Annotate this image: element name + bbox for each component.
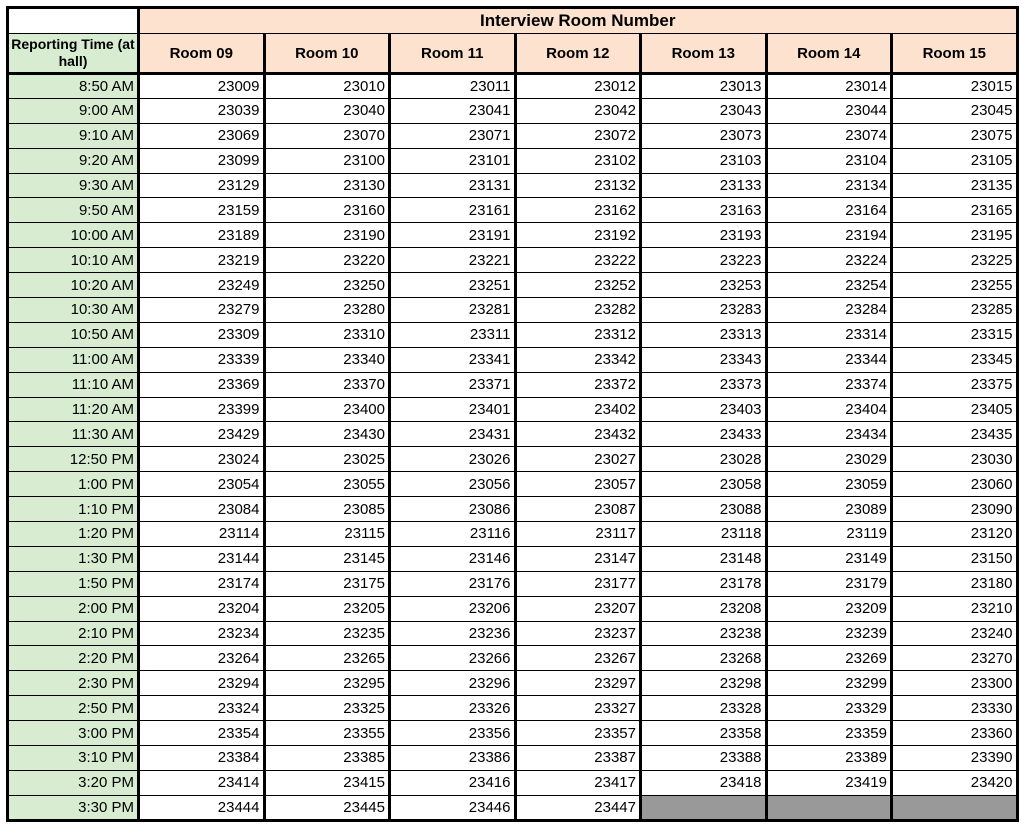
candidate-number-cell: 23055 — [264, 472, 390, 497]
candidate-number-cell: 23054 — [139, 472, 265, 497]
candidate-number-cell: 23219 — [139, 248, 265, 273]
candidate-number-cell: 23430 — [264, 422, 390, 447]
candidate-number-cell: 23385 — [264, 746, 390, 771]
room-header: Room 10 — [264, 34, 390, 74]
empty-cell — [641, 795, 767, 820]
reporting-time-cell: 2:00 PM — [8, 596, 139, 621]
candidate-number-cell: 23103 — [641, 148, 767, 173]
candidate-number-cell: 23129 — [139, 173, 265, 198]
candidate-number-cell: 23300 — [892, 671, 1018, 696]
candidate-number-cell: 23069 — [139, 123, 265, 148]
candidate-number-cell: 23087 — [515, 497, 641, 522]
candidate-number-cell: 23118 — [641, 522, 767, 547]
candidate-number-cell: 23101 — [390, 148, 516, 173]
candidate-number-cell: 23164 — [766, 198, 892, 223]
reporting-time-cell: 3:20 PM — [8, 770, 139, 795]
candidate-number-cell: 23235 — [264, 621, 390, 646]
candidate-number-cell: 23130 — [264, 173, 390, 198]
candidate-number-cell: 23088 — [641, 497, 767, 522]
candidate-number-cell: 23268 — [641, 646, 767, 671]
candidate-number-cell: 23132 — [515, 173, 641, 198]
table-row — [8, 621, 1018, 646]
table-row — [8, 173, 1018, 198]
candidate-number-cell: 23403 — [641, 397, 767, 422]
candidate-number-cell: 23341 — [390, 347, 516, 372]
table-row — [8, 696, 1018, 721]
candidate-number-cell: 23194 — [766, 223, 892, 248]
candidate-number-cell: 23074 — [766, 123, 892, 148]
candidate-number-cell: 23372 — [515, 372, 641, 397]
candidate-number-cell: 23434 — [766, 422, 892, 447]
candidate-number-cell: 23041 — [390, 98, 516, 123]
candidate-number-cell: 23222 — [515, 248, 641, 273]
candidate-number-cell: 23039 — [139, 98, 265, 123]
reporting-time-cell: 9:10 AM — [8, 123, 139, 148]
corner-cell — [8, 8, 139, 34]
schedule-wrapper — [6, 6, 1019, 822]
candidate-number-cell: 23090 — [892, 497, 1018, 522]
candidate-number-cell: 23344 — [766, 347, 892, 372]
reporting-time-cell: 10:30 AM — [8, 298, 139, 323]
candidate-number-cell: 23060 — [892, 472, 1018, 497]
candidate-number-cell: 23270 — [892, 646, 1018, 671]
candidate-number-cell: 23357 — [515, 721, 641, 746]
candidate-number-cell: 23294 — [139, 671, 265, 696]
candidate-number-cell: 23209 — [766, 596, 892, 621]
table-row — [8, 571, 1018, 596]
candidate-number-cell: 23207 — [515, 596, 641, 621]
reporting-time-cell: 1:20 PM — [8, 522, 139, 547]
candidate-number-cell: 23384 — [139, 746, 265, 771]
candidate-number-cell: 23058 — [641, 472, 767, 497]
candidate-number-cell: 23147 — [515, 546, 641, 571]
candidate-number-cell: 23283 — [641, 298, 767, 323]
table-row — [8, 596, 1018, 621]
candidate-number-cell: 23220 — [264, 248, 390, 273]
candidate-number-cell: 23429 — [139, 422, 265, 447]
candidate-number-cell: 23148 — [641, 546, 767, 571]
reporting-time-cell: 11:00 AM — [8, 347, 139, 372]
candidate-number-cell: 23390 — [892, 746, 1018, 771]
reporting-time-header: Reporting Time (at hall) — [8, 34, 139, 74]
candidate-number-cell: 23297 — [515, 671, 641, 696]
table-row — [8, 298, 1018, 323]
candidate-number-cell: 23009 — [139, 74, 265, 99]
table-row — [8, 422, 1018, 447]
candidate-number-cell: 23405 — [892, 397, 1018, 422]
candidate-number-cell: 23131 — [390, 173, 516, 198]
candidate-number-cell: 23374 — [766, 372, 892, 397]
candidate-number-cell: 23191 — [390, 223, 516, 248]
candidate-number-cell: 23179 — [766, 571, 892, 596]
candidate-number-cell: 23195 — [892, 223, 1018, 248]
candidate-number-cell: 23255 — [892, 273, 1018, 298]
candidate-number-cell: 23432 — [515, 422, 641, 447]
candidate-number-cell: 23330 — [892, 696, 1018, 721]
table-row — [8, 98, 1018, 123]
candidate-number-cell: 23075 — [892, 123, 1018, 148]
candidate-number-cell: 23045 — [892, 98, 1018, 123]
candidate-number-cell: 23116 — [390, 522, 516, 547]
candidate-number-cell: 23117 — [515, 522, 641, 547]
candidate-number-cell: 23089 — [766, 497, 892, 522]
candidate-number-cell: 23084 — [139, 497, 265, 522]
candidate-number-cell: 23024 — [139, 447, 265, 472]
candidate-number-cell: 23250 — [264, 273, 390, 298]
candidate-number-cell: 23339 — [139, 347, 265, 372]
candidate-number-cell: 23340 — [264, 347, 390, 372]
table-row — [8, 497, 1018, 522]
candidate-number-cell: 23073 — [641, 123, 767, 148]
candidate-number-cell: 23145 — [264, 546, 390, 571]
room-header: Room 14 — [766, 34, 892, 74]
candidate-number-cell: 23144 — [139, 546, 265, 571]
candidate-number-cell: 23369 — [139, 372, 265, 397]
candidate-number-cell: 23030 — [892, 447, 1018, 472]
candidate-number-cell: 23026 — [390, 447, 516, 472]
candidate-number-cell: 23329 — [766, 696, 892, 721]
reporting-time-cell: 2:30 PM — [8, 671, 139, 696]
table-row — [8, 746, 1018, 771]
candidate-number-cell: 23042 — [515, 98, 641, 123]
candidate-number-cell: 23099 — [139, 148, 265, 173]
table-row — [8, 646, 1018, 671]
reporting-time-cell: 3:00 PM — [8, 721, 139, 746]
candidate-number-cell: 23040 — [264, 98, 390, 123]
candidate-number-cell: 23295 — [264, 671, 390, 696]
candidate-number-cell: 23146 — [390, 546, 516, 571]
reporting-time-cell: 9:30 AM — [8, 173, 139, 198]
candidate-number-cell: 23120 — [892, 522, 1018, 547]
reporting-time-cell: 1:00 PM — [8, 472, 139, 497]
candidate-number-cell: 23210 — [892, 596, 1018, 621]
candidate-number-cell: 23415 — [264, 770, 390, 795]
candidate-number-cell: 23102 — [515, 148, 641, 173]
candidate-number-cell: 23236 — [390, 621, 516, 646]
candidate-number-cell: 23416 — [390, 770, 516, 795]
reporting-time-cell: 1:10 PM — [8, 497, 139, 522]
reporting-time-cell: 1:50 PM — [8, 571, 139, 596]
candidate-number-cell: 23311 — [390, 322, 516, 347]
room-header: Room 09 — [139, 34, 265, 74]
candidate-number-cell: 23389 — [766, 746, 892, 771]
candidate-number-cell: 23011 — [390, 74, 516, 99]
candidate-number-cell: 23343 — [641, 347, 767, 372]
empty-cell — [892, 795, 1018, 820]
candidate-number-cell: 23225 — [892, 248, 1018, 273]
candidate-number-cell: 23251 — [390, 273, 516, 298]
candidate-number-cell: 23324 — [139, 696, 265, 721]
candidate-number-cell: 23240 — [892, 621, 1018, 646]
candidate-number-cell: 23446 — [390, 795, 516, 820]
candidate-number-cell: 23105 — [892, 148, 1018, 173]
candidate-number-cell: 23342 — [515, 347, 641, 372]
candidate-number-cell: 23253 — [641, 273, 767, 298]
table-row — [8, 522, 1018, 547]
candidate-number-cell: 23418 — [641, 770, 767, 795]
candidate-number-cell: 23175 — [264, 571, 390, 596]
candidate-number-cell: 23134 — [766, 173, 892, 198]
reporting-time-cell: 2:20 PM — [8, 646, 139, 671]
candidate-number-cell: 23387 — [515, 746, 641, 771]
candidate-number-cell: 23190 — [264, 223, 390, 248]
candidate-number-cell: 23208 — [641, 596, 767, 621]
table-row — [8, 721, 1018, 746]
candidate-number-cell: 23282 — [515, 298, 641, 323]
table-row — [8, 273, 1018, 298]
reporting-time-cell: 11:10 AM — [8, 372, 139, 397]
candidate-number-cell: 23358 — [641, 721, 767, 746]
candidate-number-cell: 23104 — [766, 148, 892, 173]
candidate-number-cell: 23204 — [139, 596, 265, 621]
candidate-number-cell: 23174 — [139, 571, 265, 596]
candidate-number-cell: 23284 — [766, 298, 892, 323]
candidate-number-cell: 23310 — [264, 322, 390, 347]
candidate-number-cell: 23238 — [641, 621, 767, 646]
candidate-number-cell: 23404 — [766, 397, 892, 422]
candidate-number-cell: 23205 — [264, 596, 390, 621]
candidate-number-cell: 23027 — [515, 447, 641, 472]
candidate-number-cell: 23254 — [766, 273, 892, 298]
candidate-number-cell: 23180 — [892, 571, 1018, 596]
candidate-number-cell: 23223 — [641, 248, 767, 273]
candidate-number-cell: 23237 — [515, 621, 641, 646]
candidate-number-cell: 23264 — [139, 646, 265, 671]
candidate-number-cell: 23177 — [515, 571, 641, 596]
candidate-number-cell: 23359 — [766, 721, 892, 746]
candidate-number-cell: 23269 — [766, 646, 892, 671]
table-row — [8, 248, 1018, 273]
table-row — [8, 347, 1018, 372]
table-row — [8, 472, 1018, 497]
table-row — [8, 148, 1018, 173]
candidate-number-cell: 23373 — [641, 372, 767, 397]
candidate-number-cell: 23114 — [139, 522, 265, 547]
candidate-number-cell: 23056 — [390, 472, 516, 497]
candidate-number-cell: 23354 — [139, 721, 265, 746]
reporting-time-cell: 11:30 AM — [8, 422, 139, 447]
candidate-number-cell: 23086 — [390, 497, 516, 522]
candidate-number-cell: 23325 — [264, 696, 390, 721]
reporting-time-cell: 9:20 AM — [8, 148, 139, 173]
candidate-number-cell: 23221 — [390, 248, 516, 273]
candidate-number-cell: 23386 — [390, 746, 516, 771]
candidate-number-cell: 23115 — [264, 522, 390, 547]
table-row — [8, 397, 1018, 422]
table-title: Interview Room Number — [139, 8, 1018, 34]
candidate-number-cell: 23285 — [892, 298, 1018, 323]
candidate-number-cell: 23178 — [641, 571, 767, 596]
candidate-number-cell: 23445 — [264, 795, 390, 820]
table-row — [8, 447, 1018, 472]
candidate-number-cell: 23402 — [515, 397, 641, 422]
interview-schedule-table — [6, 6, 1019, 822]
candidate-number-cell: 23326 — [390, 696, 516, 721]
room-header: Room 12 — [515, 34, 641, 74]
candidate-number-cell: 23309 — [139, 322, 265, 347]
candidate-number-cell: 23043 — [641, 98, 767, 123]
candidate-number-cell: 23328 — [641, 696, 767, 721]
candidate-number-cell: 23159 — [139, 198, 265, 223]
candidate-number-cell: 23044 — [766, 98, 892, 123]
reporting-time-cell: 10:50 AM — [8, 322, 139, 347]
candidate-number-cell: 23433 — [641, 422, 767, 447]
candidate-number-cell: 23015 — [892, 74, 1018, 99]
candidate-number-cell: 23010 — [264, 74, 390, 99]
table-row — [8, 795, 1018, 820]
reporting-time-cell: 9:50 AM — [8, 198, 139, 223]
candidate-number-cell: 23161 — [390, 198, 516, 223]
candidate-number-cell: 23266 — [390, 646, 516, 671]
candidate-number-cell: 23013 — [641, 74, 767, 99]
room-header: Room 11 — [390, 34, 516, 74]
table-row — [8, 546, 1018, 571]
candidate-number-cell: 23176 — [390, 571, 516, 596]
empty-cell — [766, 795, 892, 820]
candidate-number-cell: 23356 — [390, 721, 516, 746]
reporting-time-cell: 2:10 PM — [8, 621, 139, 646]
candidate-number-cell: 23314 — [766, 322, 892, 347]
candidate-number-cell: 23345 — [892, 347, 1018, 372]
table-row — [8, 74, 1018, 99]
candidate-number-cell: 23163 — [641, 198, 767, 223]
candidate-number-cell: 23281 — [390, 298, 516, 323]
candidate-number-cell: 23296 — [390, 671, 516, 696]
room-header: Room 15 — [892, 34, 1018, 74]
table-row — [8, 322, 1018, 347]
candidate-number-cell: 23071 — [390, 123, 516, 148]
candidate-number-cell: 23252 — [515, 273, 641, 298]
candidate-number-cell: 23431 — [390, 422, 516, 447]
candidate-number-cell: 23312 — [515, 322, 641, 347]
candidate-number-cell: 23435 — [892, 422, 1018, 447]
candidate-number-cell: 23298 — [641, 671, 767, 696]
candidate-number-cell: 23370 — [264, 372, 390, 397]
candidate-number-cell: 23206 — [390, 596, 516, 621]
candidate-number-cell: 23280 — [264, 298, 390, 323]
candidate-number-cell: 23313 — [641, 322, 767, 347]
candidate-number-cell: 23070 — [264, 123, 390, 148]
candidate-number-cell: 23417 — [515, 770, 641, 795]
reporting-time-cell: 1:30 PM — [8, 546, 139, 571]
candidate-number-cell: 23375 — [892, 372, 1018, 397]
reporting-time-cell: 11:20 AM — [8, 397, 139, 422]
candidate-number-cell: 23100 — [264, 148, 390, 173]
reporting-time-cell: 8:50 AM — [8, 74, 139, 99]
candidate-number-cell: 23059 — [766, 472, 892, 497]
candidate-number-cell: 23135 — [892, 173, 1018, 198]
reporting-time-cell: 9:00 AM — [8, 98, 139, 123]
candidate-number-cell: 23057 — [515, 472, 641, 497]
candidate-number-cell: 23189 — [139, 223, 265, 248]
candidate-number-cell: 23419 — [766, 770, 892, 795]
candidate-number-cell: 23279 — [139, 298, 265, 323]
candidate-number-cell: 23085 — [264, 497, 390, 522]
candidate-number-cell: 23355 — [264, 721, 390, 746]
candidate-number-cell: 23160 — [264, 198, 390, 223]
candidate-number-cell: 23150 — [892, 546, 1018, 571]
reporting-time-cell: 10:20 AM — [8, 273, 139, 298]
table-row — [8, 770, 1018, 795]
candidate-number-cell: 23267 — [515, 646, 641, 671]
candidate-number-cell: 23299 — [766, 671, 892, 696]
table-row — [8, 123, 1018, 148]
reporting-time-cell: 2:50 PM — [8, 696, 139, 721]
table-row — [8, 198, 1018, 223]
candidate-number-cell: 23149 — [766, 546, 892, 571]
candidate-number-cell: 23119 — [766, 522, 892, 547]
candidate-number-cell: 23234 — [139, 621, 265, 646]
reporting-time-cell: 12:50 PM — [8, 447, 139, 472]
candidate-number-cell: 23249 — [139, 273, 265, 298]
candidate-number-cell: 23029 — [766, 447, 892, 472]
reporting-time-cell: 3:30 PM — [8, 795, 139, 820]
candidate-number-cell: 23327 — [515, 696, 641, 721]
candidate-number-cell: 23414 — [139, 770, 265, 795]
candidate-number-cell: 23224 — [766, 248, 892, 273]
candidate-number-cell: 23072 — [515, 123, 641, 148]
table-row — [8, 671, 1018, 696]
reporting-time-cell: 3:10 PM — [8, 746, 139, 771]
table-row — [8, 223, 1018, 248]
candidate-number-cell: 23371 — [390, 372, 516, 397]
candidate-number-cell: 23028 — [641, 447, 767, 472]
candidate-number-cell: 23360 — [892, 721, 1018, 746]
room-header: Room 13 — [641, 34, 767, 74]
candidate-number-cell: 23012 — [515, 74, 641, 99]
candidate-number-cell: 23444 — [139, 795, 265, 820]
candidate-number-cell: 23193 — [641, 223, 767, 248]
candidate-number-cell: 23165 — [892, 198, 1018, 223]
candidate-number-cell: 23399 — [139, 397, 265, 422]
candidate-number-cell: 23025 — [264, 447, 390, 472]
candidate-number-cell: 23388 — [641, 746, 767, 771]
candidate-number-cell: 23162 — [515, 198, 641, 223]
table-row — [8, 372, 1018, 397]
candidate-number-cell: 23239 — [766, 621, 892, 646]
candidate-number-cell: 23420 — [892, 770, 1018, 795]
candidate-number-cell: 23192 — [515, 223, 641, 248]
candidate-number-cell: 23447 — [515, 795, 641, 820]
candidate-number-cell: 23315 — [892, 322, 1018, 347]
candidate-number-cell: 23133 — [641, 173, 767, 198]
reporting-time-cell: 10:10 AM — [8, 248, 139, 273]
candidate-number-cell: 23014 — [766, 74, 892, 99]
reporting-time-cell: 10:00 AM — [8, 223, 139, 248]
candidate-number-cell: 23265 — [264, 646, 390, 671]
candidate-number-cell: 23401 — [390, 397, 516, 422]
candidate-number-cell: 23400 — [264, 397, 390, 422]
